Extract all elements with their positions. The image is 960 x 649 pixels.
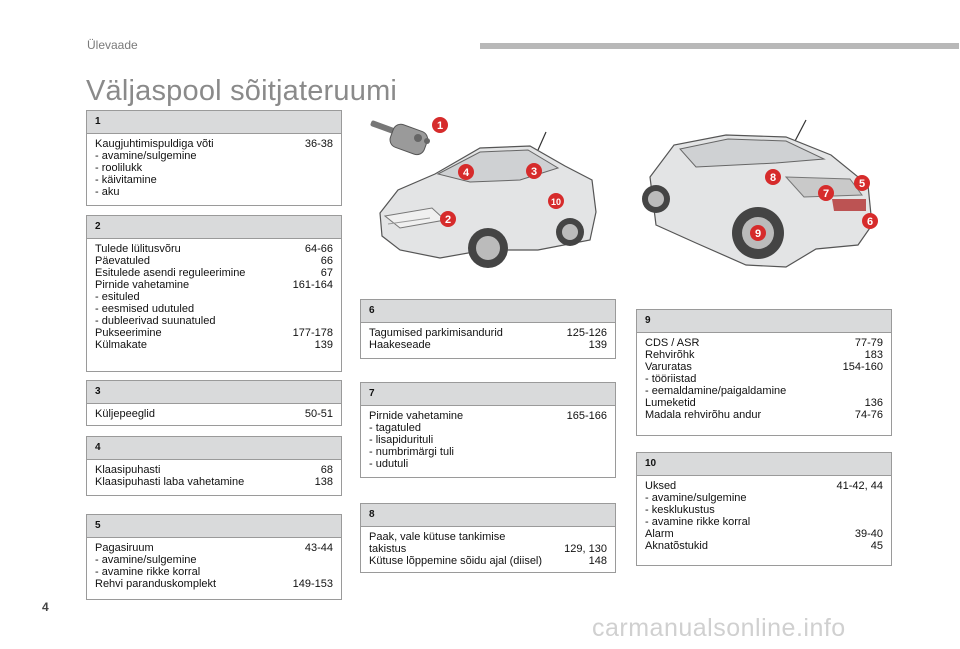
entry-label: Uksed	[645, 480, 677, 492]
entry-row	[95, 464, 333, 476]
entry-row	[95, 138, 333, 150]
rear-car-illustration	[636, 115, 891, 287]
entry-label: - udutuli	[369, 458, 409, 470]
entry-label: Rehvirõhk	[645, 349, 695, 361]
box-body	[361, 323, 615, 355]
entry-row	[645, 528, 883, 540]
sub-item	[369, 446, 607, 458]
info-box-10	[636, 452, 892, 566]
sub-item	[95, 291, 333, 303]
entry-label: Rehvi paranduskomplekt	[95, 578, 217, 590]
entry-pages: 138	[314, 476, 333, 488]
info-box-3	[86, 380, 342, 426]
info-box-5	[86, 514, 342, 600]
entry-label: - avamine rikke korral	[645, 516, 751, 528]
entry-row	[369, 531, 607, 543]
entry-label: - avamine rikke korral	[95, 566, 201, 578]
callout-10-icon	[548, 193, 564, 209]
header-bar	[480, 43, 959, 49]
entry-label: Klaasipuhasti	[95, 464, 161, 476]
svg-text:6: 6	[866, 216, 874, 228]
key-fob-icon	[370, 120, 430, 157]
entry-label: - aku	[95, 186, 120, 198]
entry-row	[369, 543, 607, 555]
entry-row	[645, 540, 883, 552]
box-header-number: 9	[637, 310, 891, 333]
sub-item	[645, 504, 883, 516]
entry-label: - esituled	[95, 291, 140, 303]
entry-pages: 45	[870, 540, 883, 552]
callout-9-icon	[750, 225, 766, 241]
entry-label: - roolilukk	[95, 162, 143, 174]
entry-pages: 129, 130	[564, 543, 607, 555]
entry-pages: 139	[588, 339, 607, 351]
entry-label: Alarm	[645, 528, 674, 540]
sub-item	[645, 492, 883, 504]
entry-label: - tööriistad	[645, 373, 697, 385]
box-header-number: 3	[87, 381, 341, 404]
info-box-7	[360, 382, 616, 478]
callout-5-icon	[854, 175, 870, 191]
entry-row	[645, 337, 883, 349]
page-number: 4	[42, 600, 49, 614]
svg-text:10: 10	[550, 197, 562, 207]
entry-label: Küljepeeglid	[95, 408, 155, 420]
sub-item	[95, 162, 333, 174]
entry-pages: 43-44	[304, 542, 333, 554]
entry-pages: 136	[864, 397, 883, 409]
entry-label: - numbrimärgi tuli	[369, 446, 454, 458]
entry-label: Pagasiruum	[95, 542, 154, 554]
entry-pages: 66	[320, 255, 333, 267]
entry-label: - lisapidurituli	[369, 434, 434, 446]
front-car-illustration	[360, 108, 615, 290]
svg-text:7: 7	[822, 188, 830, 200]
svg-text:3: 3	[530, 166, 538, 178]
entry-pages: 36-38	[304, 138, 333, 150]
entry-row	[95, 476, 333, 488]
entry-pages: 39-40	[854, 528, 883, 540]
callout-8-icon	[765, 169, 781, 185]
box-header-number: 10	[637, 453, 891, 476]
entry-label: - avamine/sulgemine	[95, 150, 197, 162]
entry-label: Pukseerimine	[95, 327, 162, 339]
svg-text:5: 5	[858, 178, 866, 190]
entry-pages: 154-160	[842, 361, 883, 373]
entry-pages: 139	[314, 339, 333, 351]
box-body	[87, 460, 341, 492]
section-label: Ülevaade	[87, 38, 138, 52]
entry-pages: 149-153	[292, 578, 333, 590]
box-header-number: 2	[87, 216, 341, 239]
entry-pages: 74-76	[854, 409, 883, 421]
entry-pages: 41-42, 44	[836, 480, 883, 492]
entry-row	[95, 408, 333, 420]
entry-label: Haakeseade	[369, 339, 431, 351]
entry-label: Päevatuled	[95, 255, 151, 267]
entry-label: Külmakate	[95, 339, 147, 351]
entry-row	[95, 267, 333, 279]
info-box-8	[360, 503, 616, 573]
box-header-number: 5	[87, 515, 341, 538]
info-box-1	[86, 110, 342, 206]
entry-pages: 77-79	[854, 337, 883, 349]
entry-row	[95, 255, 333, 267]
entry-label: Tagumised parkimisandurid	[369, 327, 503, 339]
svg-text:1: 1	[436, 120, 444, 132]
box-body	[361, 527, 615, 571]
entry-row	[95, 339, 333, 351]
box-body	[87, 239, 341, 355]
box-body	[361, 406, 615, 474]
entry-row	[95, 327, 333, 339]
svg-text:9: 9	[754, 228, 762, 240]
entry-label: - käivitamine	[95, 174, 157, 186]
callout-2-icon	[440, 211, 456, 227]
entry-label: takistus	[369, 543, 407, 555]
entry-row	[645, 349, 883, 361]
entry-label: Klaasipuhasti laba vahetamine	[95, 476, 245, 488]
info-box-9	[636, 309, 892, 436]
callout-7-icon	[818, 185, 834, 201]
entry-label: Esitulede asendi reguleerimine	[95, 267, 246, 279]
sub-item	[95, 150, 333, 162]
entry-label: Kütuse lõppemine sõidu ajal (diisel)	[369, 555, 543, 567]
info-box-4	[86, 436, 342, 496]
box-header-number: 1	[87, 111, 341, 134]
callout-4-icon	[458, 164, 474, 180]
info-box-2	[86, 215, 342, 372]
svg-text:8: 8	[769, 172, 777, 184]
entry-pages: 64-66	[304, 243, 333, 255]
box-header-number: 7	[361, 383, 615, 406]
entry-row	[645, 361, 883, 373]
entry-label: Pirnide vahetamine	[95, 279, 190, 291]
entry-label: - tagatuled	[369, 422, 421, 434]
entry-label: Paak, vale kütuse tankimise	[369, 531, 506, 543]
entry-pages: 161-164	[292, 279, 333, 291]
entry-label: - avamine/sulgemine	[645, 492, 747, 504]
box-body	[637, 476, 891, 556]
box-body	[637, 333, 891, 425]
page-title: Väljaspool sõitjateruumi	[86, 75, 398, 107]
entry-row	[369, 339, 607, 351]
entry-label: - eesmised udutuled	[95, 303, 195, 315]
entry-pages: 177-178	[292, 327, 333, 339]
callout-3-icon	[526, 163, 542, 179]
entry-pages: 67	[320, 267, 333, 279]
entry-row	[645, 480, 883, 492]
sub-item	[645, 385, 883, 397]
entry-pages: 125-126	[566, 327, 607, 339]
svg-text:4: 4	[462, 167, 470, 179]
svg-text:2: 2	[444, 214, 452, 226]
sub-item	[645, 516, 883, 528]
entry-label: Varuratas	[645, 361, 692, 373]
entry-pages: 183	[864, 349, 883, 361]
box-body	[87, 538, 341, 594]
sub-item	[369, 422, 607, 434]
box-body	[87, 134, 341, 202]
box-body	[87, 404, 341, 424]
entry-row	[645, 409, 883, 421]
entry-label: - kesklukustus	[645, 504, 715, 516]
entry-label: - avamine/sulgemine	[95, 554, 197, 566]
entry-row	[645, 397, 883, 409]
entry-row	[95, 243, 333, 255]
entry-label: Tulede lülitusvõru	[95, 243, 181, 255]
entry-label: Aknatõstukid	[645, 540, 708, 552]
sub-item	[95, 186, 333, 198]
entry-label: Kaugjuhtimispuldiga võti	[95, 138, 214, 150]
entry-row	[95, 279, 333, 291]
entry-pages: 50-51	[304, 408, 333, 420]
entry-row	[369, 410, 607, 422]
box-header-number: 4	[87, 437, 341, 460]
entry-pages: 165-166	[566, 410, 607, 422]
entry-label: CDS / ASR	[645, 337, 700, 349]
entry-row	[95, 542, 333, 554]
sub-item	[369, 434, 607, 446]
sub-item	[645, 373, 883, 385]
entry-row	[369, 555, 607, 567]
sub-item	[369, 458, 607, 470]
entry-pages: 148	[588, 555, 607, 567]
sub-item	[95, 566, 333, 578]
callout-1-icon	[432, 117, 448, 133]
box-header-number: 6	[361, 300, 615, 323]
sub-item	[95, 303, 333, 315]
entry-row	[95, 578, 333, 590]
entry-label: Pirnide vahetamine	[369, 410, 464, 422]
callout-6-icon	[862, 213, 878, 229]
entry-label: - eemaldamine/paigaldamine	[645, 385, 787, 397]
sub-item	[95, 554, 333, 566]
sub-item	[95, 315, 333, 327]
entry-label: Lumeketid	[645, 397, 696, 409]
watermark-text: carmanualsonline.info	[592, 614, 846, 642]
entry-row	[369, 327, 607, 339]
sub-item	[95, 174, 333, 186]
entry-label: - dubleerivad suunatuled	[95, 315, 216, 327]
info-box-6	[360, 299, 616, 359]
entry-label: Madala rehvirõhu andur	[645, 409, 762, 421]
entry-pages: 68	[320, 464, 333, 476]
box-header-number: 8	[361, 504, 615, 527]
